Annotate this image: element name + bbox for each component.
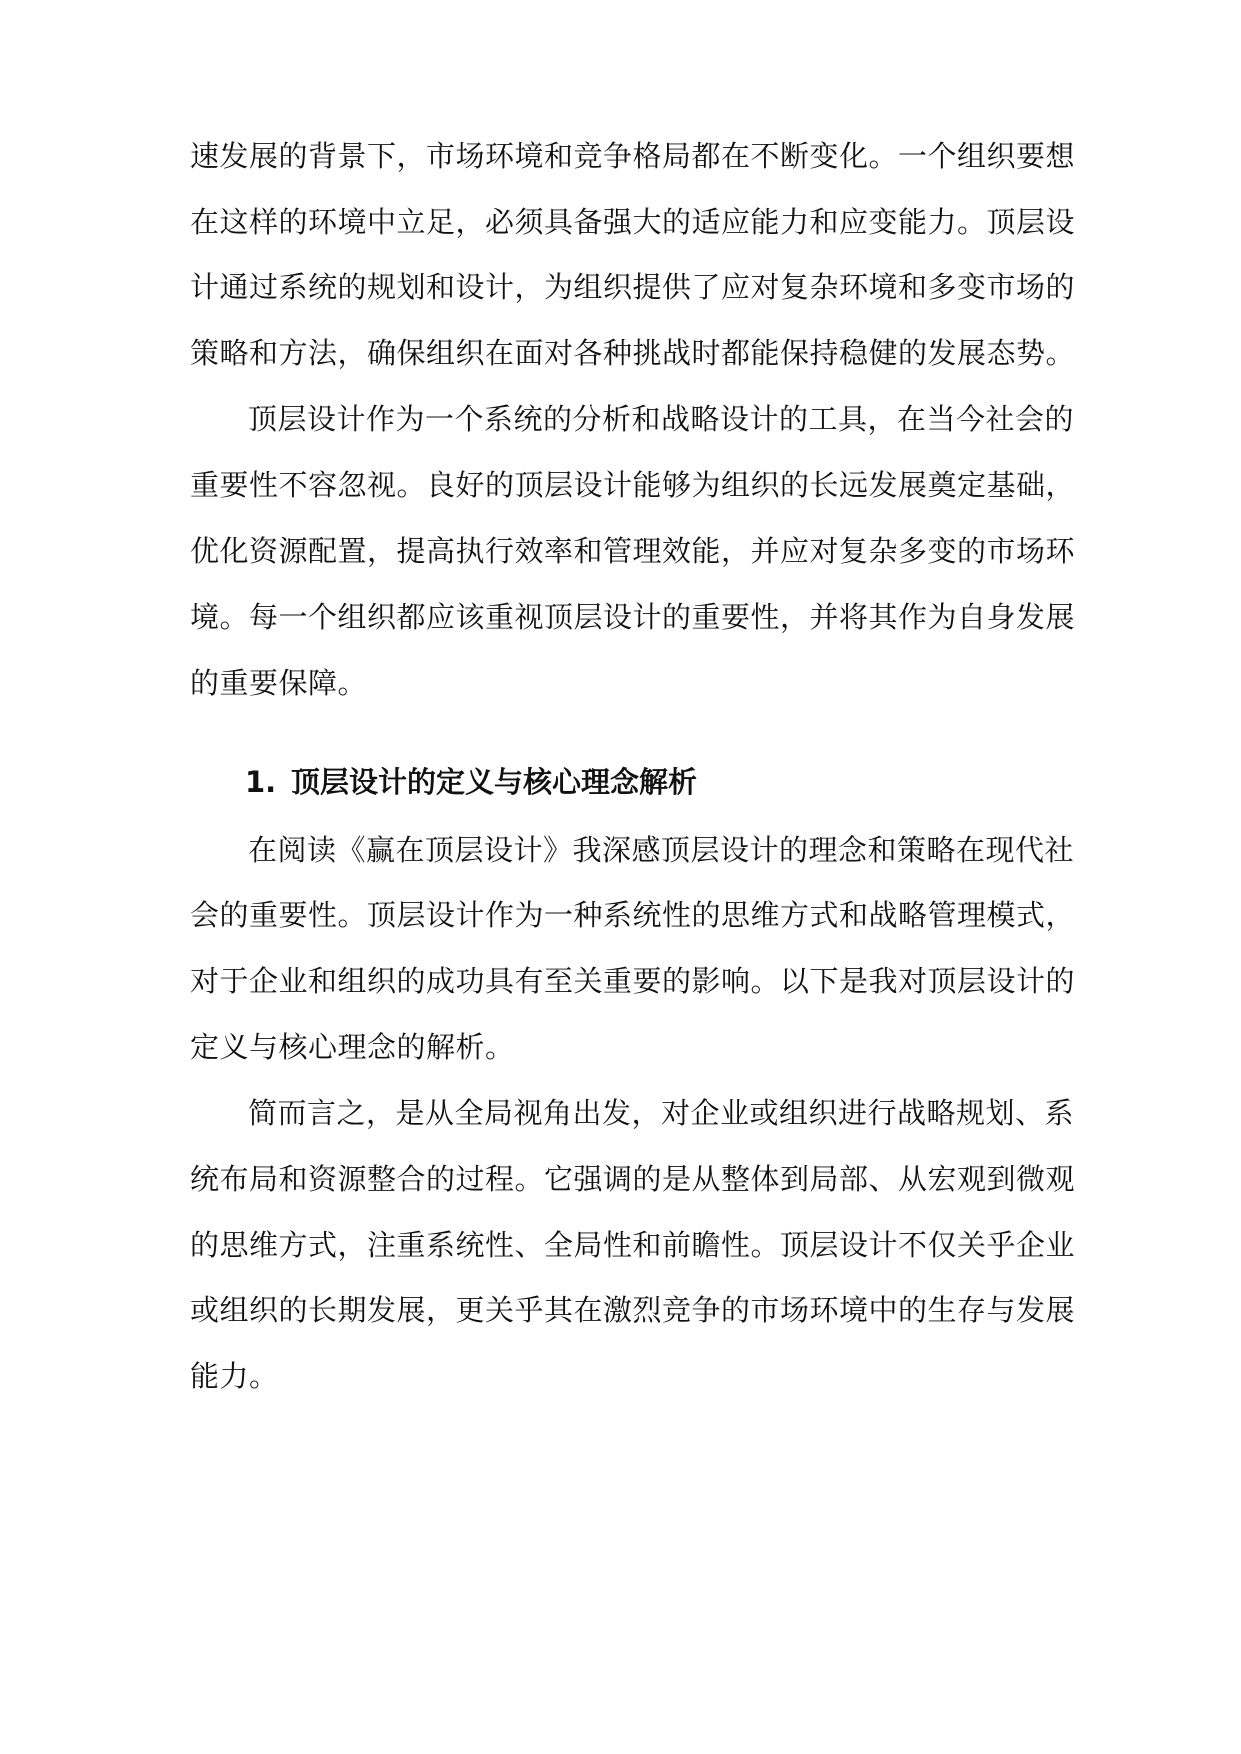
- text-line: 计通过系统的规划和设计，为组织提供了应对复杂环境和多变市场的: [190, 270, 1076, 304]
- section-heading: [245, 762, 1045, 802]
- text-line: 顶层设计作为一个系统的分析和战略设计的工具，在当今社会的: [248, 402, 1075, 436]
- text-line: 境。每一个组织都应该重视顶层设计的重要性，并将其作为自身发展: [190, 600, 1076, 634]
- text-line: 重要性不容忽视。良好的顶层设计能够为组织的长远发展奠定基础，: [190, 468, 1076, 502]
- text-line: 策略和方法，确保组织在面对各种挑战时都能保持稳健的发展态势。: [190, 336, 1076, 370]
- text-line: 或组织的长期发展，更关乎其在激烈竞争的市场环境中的生存与发展: [190, 1293, 1076, 1327]
- text-line: 统布局和资源整合的过程。它强调的是从整体到局部、从宏观到微观: [190, 1162, 1076, 1196]
- text-line: 在阅读《赢在顶层设计》我深感顶层设计的理念和策略在现代社: [248, 833, 1075, 867]
- text-line: 对于企业和组织的成功具有至关重要的影响。以下是我对顶层设计的: [190, 964, 1076, 998]
- text-line: 在这样的环境中立足，必须具备强大的适应能力和应变能力。顶层设: [190, 205, 1076, 239]
- section-title: 顶层设计的定义与核心理念解析: [291, 765, 698, 799]
- text-line: 的思维方式，注重系统性、全局性和前瞻性。顶层设计不仅关乎企业: [190, 1228, 1076, 1262]
- text-line: 速发展的背景下，市场环境和竞争格局都在不断变化。一个组织要想: [190, 139, 1076, 173]
- text-line: 优化资源配置，提高执行效率和管理效能，并应对复杂多变的市场环: [190, 534, 1076, 568]
- text-line: 能力。: [190, 1359, 279, 1393]
- text-line: 会的重要性。顶层设计作为一种系统性的思维方式和战略管理模式，: [190, 898, 1076, 932]
- text-line: 简而言之，是从全局视角出发，对企业或组织进行战略规划、系: [248, 1096, 1075, 1130]
- text-line: 定义与核心理念的解析。: [190, 1030, 515, 1064]
- text-line: 的重要保障。: [190, 666, 368, 700]
- section-number: 1.: [245, 765, 277, 799]
